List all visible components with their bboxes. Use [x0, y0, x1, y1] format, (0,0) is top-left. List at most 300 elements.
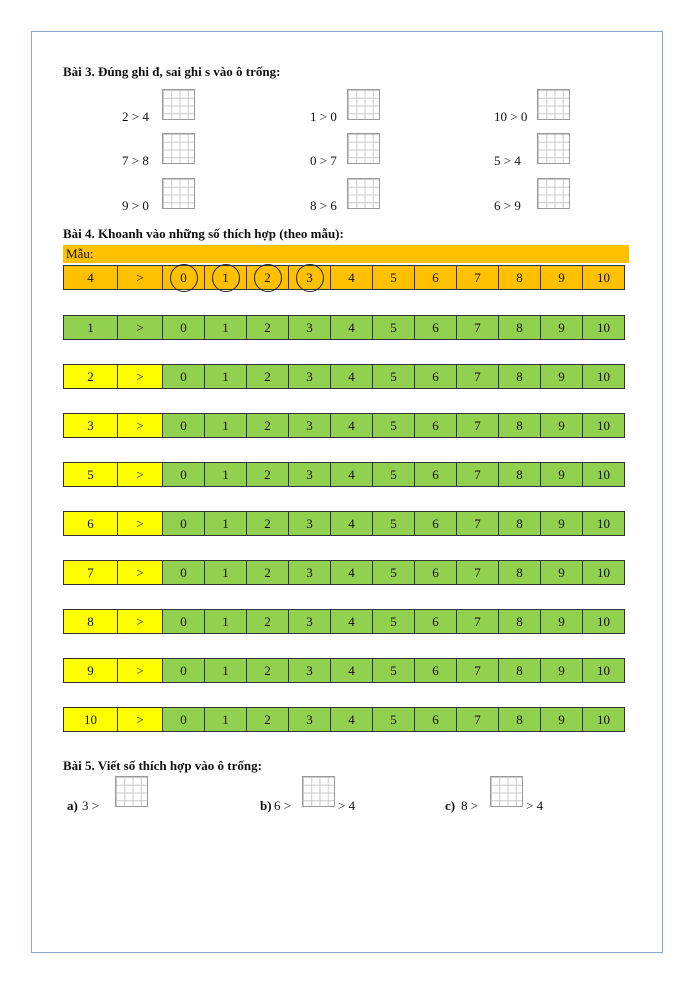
digit-cell[interactable]	[288, 511, 331, 536]
digit-cell[interactable]	[204, 364, 247, 389]
digit: 9	[558, 269, 565, 285]
bai5-b-after: > 4	[338, 798, 356, 813]
digit-cell[interactable]	[540, 511, 583, 536]
comparison-sign-cell	[117, 462, 163, 487]
number-row	[63, 413, 629, 438]
digit-cell[interactable]	[582, 511, 625, 536]
digit-cell[interactable]	[330, 315, 373, 340]
digit-cell[interactable]	[582, 462, 625, 487]
bai3-item	[310, 178, 480, 214]
digit: 9	[558, 515, 565, 531]
digit-cell[interactable]	[162, 609, 205, 634]
digit-cell[interactable]	[288, 609, 331, 634]
digit-cell[interactable]	[414, 658, 457, 683]
comparison-sign-cell	[117, 511, 163, 536]
digit: 6	[432, 466, 439, 482]
row-number-cell	[63, 413, 118, 438]
comparison-sign-cell	[117, 315, 163, 340]
digit: 2	[264, 368, 271, 384]
digit: 0	[180, 662, 187, 678]
digit: 4	[348, 662, 355, 678]
digit: 6	[432, 269, 439, 285]
digit-cell[interactable]	[372, 707, 415, 732]
digit-cell[interactable]	[330, 658, 373, 683]
digit-cell[interactable]	[288, 560, 331, 585]
digit: 3	[306, 564, 313, 580]
digit: 5	[390, 711, 397, 727]
digit: 8	[516, 417, 523, 433]
comparison-sign-cell	[117, 364, 163, 389]
digit: 5	[390, 466, 397, 482]
digit: 8	[516, 269, 523, 285]
digit: 2	[264, 662, 271, 678]
comparison-sign-cell	[117, 413, 163, 438]
row-number-cell	[63, 364, 118, 389]
digit: 6	[432, 564, 439, 580]
bai3-item	[122, 133, 292, 169]
digit: 3	[306, 319, 313, 335]
page-border	[31, 31, 663, 953]
digit: 7	[474, 515, 481, 531]
digit-cell[interactable]	[414, 413, 457, 438]
digit-cell[interactable]	[540, 609, 583, 634]
digit-cell[interactable]	[414, 315, 457, 340]
bai5-a-label: a)	[67, 798, 78, 813]
digit-cell[interactable]	[582, 315, 625, 340]
digit-cell[interactable]	[456, 462, 499, 487]
digit: 10	[597, 417, 610, 433]
sample-row	[63, 265, 629, 290]
digit-cell[interactable]	[204, 462, 247, 487]
bai3-expression: 8 > 6	[310, 198, 337, 213]
digit: 7	[474, 564, 481, 580]
digit: 9	[558, 613, 565, 629]
digit: 1	[222, 368, 229, 384]
comparison-sign: >	[136, 613, 144, 629]
comparison-sign-cell	[117, 560, 163, 585]
digit-cell[interactable]	[540, 707, 583, 732]
number-row	[63, 315, 629, 340]
digit-cell[interactable]	[498, 511, 541, 536]
digit-cell[interactable]	[162, 315, 205, 340]
digit-cell[interactable]	[246, 658, 289, 683]
digit: 2	[264, 466, 271, 482]
digit-cell[interactable]	[330, 560, 373, 585]
bai3-item	[494, 133, 664, 169]
digit: 2	[264, 515, 271, 531]
digit-cell[interactable]	[372, 658, 415, 683]
digit: 1	[222, 515, 229, 531]
digit: 1	[222, 564, 229, 580]
digit: 4	[348, 515, 355, 531]
bai4-title: Bài 4. Khoanh vào những số thích hợp (theo mẫu):	[63, 226, 344, 241]
digit: 10	[597, 613, 610, 629]
row-number: 5	[87, 466, 94, 482]
digit-cell[interactable]	[414, 609, 457, 634]
digit: 4	[348, 269, 355, 285]
answer-box[interactable]	[537, 89, 570, 120]
digit: 0	[180, 368, 187, 384]
digit-cell	[246, 265, 289, 290]
digit-cell	[582, 265, 625, 290]
digit: 9	[558, 466, 565, 482]
bai5-item-a	[67, 776, 227, 812]
bai3-expression: 10 > 0	[494, 109, 528, 124]
answer-box-a[interactable]	[115, 776, 148, 807]
digit: 8	[516, 662, 523, 678]
digit: 2	[264, 613, 271, 629]
comparison-sign: >	[136, 368, 144, 384]
digit-cell[interactable]	[498, 364, 541, 389]
number-row	[63, 511, 629, 536]
digit: 9	[558, 662, 565, 678]
number-row	[63, 658, 629, 683]
digit-cell[interactable]	[372, 511, 415, 536]
digit: 1	[222, 662, 229, 678]
digit: 3	[306, 368, 313, 384]
digit: 8	[516, 564, 523, 580]
digit-cell[interactable]	[204, 315, 247, 340]
digit-cell[interactable]	[498, 315, 541, 340]
digit-cell[interactable]	[204, 658, 247, 683]
digit: 5	[390, 564, 397, 580]
row-number: 8	[87, 613, 94, 629]
bai3-item	[122, 178, 292, 214]
bai3-expression: 9 > 0	[122, 198, 149, 213]
row-number: 7	[87, 564, 94, 580]
row-number-cell	[63, 707, 118, 732]
digit-cell[interactable]	[372, 462, 415, 487]
digit-cell[interactable]	[540, 658, 583, 683]
digit: 6	[432, 417, 439, 433]
bai5-item-b	[260, 776, 420, 812]
bai3-expression: 7 > 8	[122, 153, 149, 168]
digit-cell[interactable]	[330, 364, 373, 389]
comparison-sign: >	[136, 711, 144, 727]
digit: 0	[180, 466, 187, 482]
digit-cell[interactable]	[288, 462, 331, 487]
digit: 5	[390, 613, 397, 629]
row-number-cell	[63, 265, 118, 290]
digit: 8	[516, 711, 523, 727]
digit-cell[interactable]	[204, 609, 247, 634]
digit: 5	[390, 368, 397, 384]
number-row	[63, 560, 629, 585]
bai3-expression: 5 > 4	[494, 153, 521, 168]
digit: 3	[306, 269, 313, 285]
answer-box[interactable]	[347, 133, 380, 164]
digit-cell	[414, 265, 457, 290]
digit-cell[interactable]	[246, 609, 289, 634]
digit-cell[interactable]	[498, 462, 541, 487]
digit-cell[interactable]	[456, 707, 499, 732]
row-number: 1	[87, 319, 94, 335]
digit-cell[interactable]	[330, 413, 373, 438]
digit-cell	[162, 265, 205, 290]
comparison-sign: >	[136, 319, 144, 335]
digit: 10	[597, 711, 610, 727]
digit: 10	[597, 368, 610, 384]
answer-box-b[interactable]	[302, 776, 335, 807]
digit-cell[interactable]	[288, 413, 331, 438]
number-row	[63, 609, 629, 634]
digit: 6	[432, 515, 439, 531]
digit-cell[interactable]	[288, 658, 331, 683]
row-number-cell	[63, 560, 118, 585]
digit: 2	[264, 711, 271, 727]
digit: 5	[390, 269, 397, 285]
digit: 6	[432, 368, 439, 384]
digit: 10	[597, 269, 610, 285]
digit-cell[interactable]	[162, 364, 205, 389]
digit: 2	[264, 319, 271, 335]
bai5-item-c	[445, 776, 605, 812]
digit: 9	[558, 711, 565, 727]
digit-cell[interactable]	[246, 707, 289, 732]
digit-cell[interactable]	[582, 609, 625, 634]
bai5-c-label: c)	[445, 798, 456, 813]
row-number: 2	[87, 368, 94, 384]
digit-cell[interactable]	[540, 560, 583, 585]
digit-cell[interactable]	[414, 511, 457, 536]
answer-box[interactable]	[162, 133, 195, 164]
answer-box[interactable]	[162, 89, 195, 120]
digit: 7	[474, 662, 481, 678]
digit-cell[interactable]	[204, 707, 247, 732]
digit: 1	[222, 417, 229, 433]
comparison-sign: >	[136, 515, 144, 531]
digit-cell[interactable]	[372, 560, 415, 585]
digit: 4	[348, 564, 355, 580]
digit-cell[interactable]	[162, 462, 205, 487]
row-number: 6	[87, 515, 94, 531]
row-number: 4	[87, 269, 94, 285]
digit-cell[interactable]	[246, 413, 289, 438]
digit-cell[interactable]	[414, 707, 457, 732]
digit: 7	[474, 613, 481, 629]
digit-cell[interactable]	[540, 315, 583, 340]
digit-cell[interactable]	[204, 413, 247, 438]
digit: 10	[597, 466, 610, 482]
digit: 9	[558, 564, 565, 580]
digit-cell[interactable]	[582, 364, 625, 389]
bai3-item	[310, 133, 480, 169]
digit: 6	[432, 613, 439, 629]
digit: 8	[516, 515, 523, 531]
comparison-sign: >	[136, 269, 144, 285]
digit: 4	[348, 319, 355, 335]
digit: 10	[597, 319, 610, 335]
bai3-item	[494, 89, 664, 125]
digit-cell	[456, 265, 499, 290]
digit: 0	[180, 269, 187, 285]
digit-cell[interactable]	[582, 658, 625, 683]
row-number-cell	[63, 511, 118, 536]
digit-cell[interactable]	[498, 658, 541, 683]
digit-cell[interactable]	[456, 364, 499, 389]
answer-box[interactable]	[162, 178, 195, 209]
bai5-c-after: > 4	[526, 798, 544, 813]
comparison-sign-cell	[117, 609, 163, 634]
digit-cell[interactable]	[582, 560, 625, 585]
answer-box[interactable]	[537, 178, 570, 209]
digit: 2	[264, 269, 271, 285]
digit: 9	[558, 368, 565, 384]
digit: 7	[474, 269, 481, 285]
digit-cell[interactable]	[582, 707, 625, 732]
row-number: 10	[84, 711, 97, 727]
digit-cell[interactable]	[498, 707, 541, 732]
digit-cell[interactable]	[456, 658, 499, 683]
digit: 6	[432, 711, 439, 727]
digit-cell[interactable]	[498, 609, 541, 634]
bai5-a-before: 3 >	[82, 798, 100, 813]
digit: 1	[222, 711, 229, 727]
digit: 1	[222, 613, 229, 629]
digit-cell[interactable]	[456, 511, 499, 536]
digit-cell[interactable]	[540, 364, 583, 389]
digit-cell	[204, 265, 247, 290]
digit-cell[interactable]	[246, 315, 289, 340]
bai3-expression: 0 > 7	[310, 153, 337, 168]
comparison-sign-cell	[117, 707, 163, 732]
answer-box[interactable]	[347, 89, 380, 120]
sample-label-bar	[63, 245, 629, 263]
digit: 7	[474, 368, 481, 384]
digit: 10	[597, 564, 610, 580]
comparison-sign: >	[136, 564, 144, 580]
digit: 5	[390, 417, 397, 433]
digit-cell	[498, 265, 541, 290]
digit-cell[interactable]	[456, 560, 499, 585]
digit-cell[interactable]	[162, 511, 205, 536]
bai3-item	[494, 178, 664, 214]
digit-cell[interactable]	[330, 707, 373, 732]
digit: 4	[348, 613, 355, 629]
digit: 4	[348, 711, 355, 727]
digit: 5	[390, 662, 397, 678]
digit: 4	[348, 417, 355, 433]
digit-cell[interactable]	[330, 462, 373, 487]
digit-cell[interactable]	[372, 413, 415, 438]
digit-cell[interactable]	[330, 511, 373, 536]
answer-box-c[interactable]	[490, 776, 523, 807]
bai3-item	[122, 89, 292, 125]
digit-cell	[288, 265, 331, 290]
digit-cell[interactable]	[498, 560, 541, 585]
comparison-sign: >	[136, 466, 144, 482]
digit-cell[interactable]	[582, 413, 625, 438]
digit-cell[interactable]	[372, 315, 415, 340]
digit: 10	[597, 662, 610, 678]
digit-cell[interactable]	[540, 413, 583, 438]
digit-cell[interactable]	[246, 511, 289, 536]
digit-cell[interactable]	[288, 315, 331, 340]
bai5-c-before: 8 >	[461, 798, 479, 813]
digit: 0	[180, 711, 187, 727]
digit: 7	[474, 466, 481, 482]
digit: 10	[597, 515, 610, 531]
digit: 7	[474, 711, 481, 727]
digit: 1	[222, 466, 229, 482]
digit-cell[interactable]	[414, 560, 457, 585]
digit: 5	[390, 319, 397, 335]
bai5-b-before: 6 >	[274, 798, 292, 813]
sample-label: Mẫu:	[66, 246, 94, 261]
digit-cell[interactable]	[246, 462, 289, 487]
digit-cell[interactable]	[246, 364, 289, 389]
digit: 0	[180, 319, 187, 335]
digit: 7	[474, 319, 481, 335]
digit-cell	[372, 265, 415, 290]
digit: 8	[516, 613, 523, 629]
digit: 4	[348, 466, 355, 482]
digit: 3	[306, 711, 313, 727]
digit: 2	[264, 564, 271, 580]
digit-cell[interactable]	[372, 364, 415, 389]
digit-cell[interactable]	[456, 413, 499, 438]
digit-cell[interactable]	[414, 364, 457, 389]
digit: 9	[558, 417, 565, 433]
digit: 3	[306, 417, 313, 433]
digit-cell[interactable]	[498, 413, 541, 438]
digit-cell[interactable]	[456, 315, 499, 340]
comparison-sign-cell	[117, 265, 163, 290]
digit: 1	[222, 319, 229, 335]
digit: 0	[180, 564, 187, 580]
bai5-b-label: b)	[260, 798, 272, 813]
digit: 0	[180, 417, 187, 433]
digit: 8	[516, 466, 523, 482]
digit-cell	[330, 265, 373, 290]
bai3-expression: 6 > 9	[494, 198, 521, 213]
row-number-cell	[63, 462, 118, 487]
digit: 7	[474, 417, 481, 433]
row-number: 9	[87, 662, 94, 678]
digit-cell[interactable]	[372, 609, 415, 634]
digit-cell	[540, 265, 583, 290]
digit-cell[interactable]	[162, 707, 205, 732]
digit-cell[interactable]	[414, 462, 457, 487]
digit-cell[interactable]	[204, 560, 247, 585]
digit-cell[interactable]	[456, 609, 499, 634]
digit: 3	[306, 466, 313, 482]
digit: 1	[222, 269, 229, 285]
digit-cell[interactable]	[204, 511, 247, 536]
number-row	[63, 364, 629, 389]
digit-cell[interactable]	[162, 413, 205, 438]
digit-cell[interactable]	[288, 707, 331, 732]
answer-box[interactable]	[347, 178, 380, 209]
digit-cell[interactable]	[330, 609, 373, 634]
answer-box[interactable]	[537, 133, 570, 164]
digit: 4	[348, 368, 355, 384]
row-number-cell	[63, 658, 118, 683]
digit-cell[interactable]	[246, 560, 289, 585]
row-number-cell	[63, 315, 118, 340]
digit-cell[interactable]	[162, 658, 205, 683]
comparison-sign-cell	[117, 658, 163, 683]
digit: 8	[516, 368, 523, 384]
digit-cell[interactable]	[540, 462, 583, 487]
digit-cell[interactable]	[288, 364, 331, 389]
bai3-title: Bài 3. Đúng ghi đ, sai ghi s vào ô trống:	[63, 64, 281, 79]
digit: 5	[390, 515, 397, 531]
digit-cell[interactable]	[162, 560, 205, 585]
digit: 3	[306, 613, 313, 629]
bai3-expression: 2 > 4	[122, 109, 149, 124]
comparison-sign: >	[136, 417, 144, 433]
